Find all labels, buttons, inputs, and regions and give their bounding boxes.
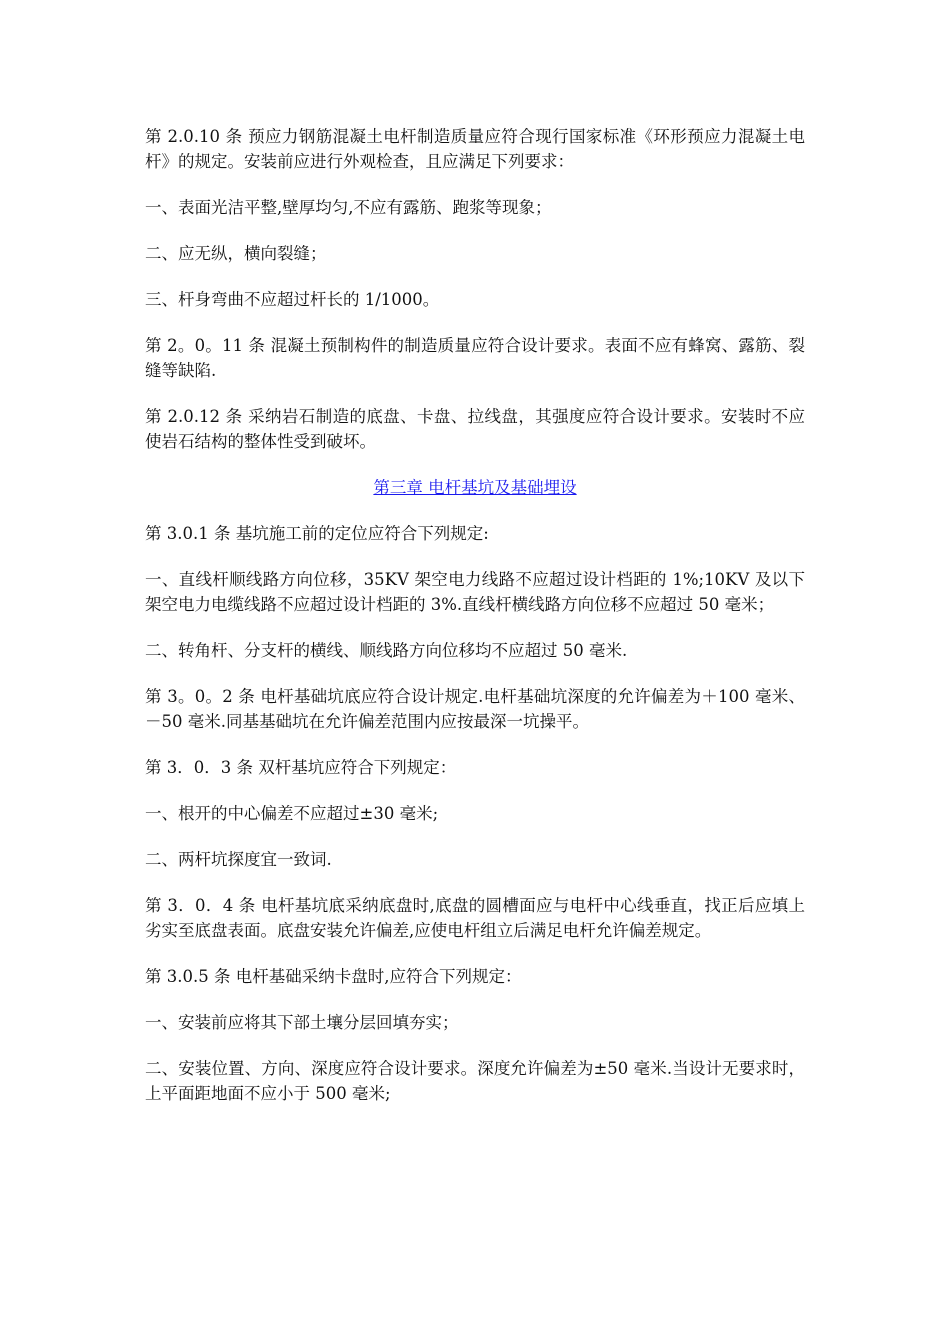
chapter-heading (145, 475, 805, 500)
list-item: 二、安装位置、方向、深度应符合设计要求。深度允许偏差为±50 毫米.当设计无要求时，上平面距地面不应小于 500 毫米; (145, 1059, 805, 1103)
document-body (145, 124, 805, 1127)
clause-3-0-2: 第 3。0。2 条 电杆基础坑底应符合设计规定.电杆基础坑深度的允许偏差为＋100 毫米、－50 毫米.同基基础坑在允许偏差范围内应按最深一坑操平。 (145, 687, 805, 731)
clause-3-0-3: 第 3．0．3 条 双杆基坑应符合下列规定： (145, 758, 457, 777)
clause-2-0-12: 第 2.0.12 条 采纳岩石制造的底盘、卡盘、拉线盘，其强度应符合设计要求。安装时不应使岩石结构的整体性受到破坏。 (145, 407, 805, 451)
clause-3-0-1: 第 3.0.1 条 基坑施工前的定位应符合下列规定: (145, 524, 489, 543)
list-item: 三、杆身弯曲不应超过杆长的 1/1000。 (145, 290, 440, 309)
chapter-three-link[interactable]: 第三章 电杆基坑及基础埋设 (373, 478, 577, 497)
list-item: 一、安装前应将其下部土壤分层回填夯实； (145, 1013, 459, 1032)
clause-3-0-4: 第 3．0．4 条 电杆基坑底采纳底盘时,底盘的圆槽面应与电杆中心线垂直，找正后应填上劣实至底盘表面。底盘安装允许偏差,应使电杆组立后满足电杆允许偏差规定。 (145, 896, 805, 940)
list-item: 二、应无纵，横向裂缝； (145, 244, 327, 263)
list-item: 一、直线杆顺线路方向位移，35KV 架空电力线路不应超过设计档距的 1%;10KV 及以下架空电力电缆线路不应超过设计档距的 3%.直线杆横线路方向位移不应超过 50 毫米； (145, 570, 805, 614)
list-item: 二、两杆坑探度宜一致词. (145, 850, 332, 869)
clause-2-0-11: 第 2。0。11 条 混凝土预制构件的制造质量应符合设计要求。表面不应有蜂窝、露筋、裂缝等缺陷. (145, 336, 805, 380)
clause-2-0-10: 第 2.0.10 条 预应力钢筋混凝土电杆制造质量应符合现行国家标准《环形预应力混凝土电杆》的规定。安装前应进行外观检查，且应满足下列要求： (145, 127, 805, 171)
list-item: 二、转角杆、分支杆的横线、顺线路方向位移均不应超过 50 毫米. (145, 641, 628, 660)
clause-3-0-5: 第 3.0.5 条 电杆基础采纳卡盘时,应符合下列规定： (145, 967, 522, 986)
list-item: 一、表面光洁平整,壁厚均匀,不应有露筋、跑浆等现象； (145, 198, 552, 217)
list-item: 一、根开的中心偏差不应超过±30 毫米; (145, 804, 439, 823)
